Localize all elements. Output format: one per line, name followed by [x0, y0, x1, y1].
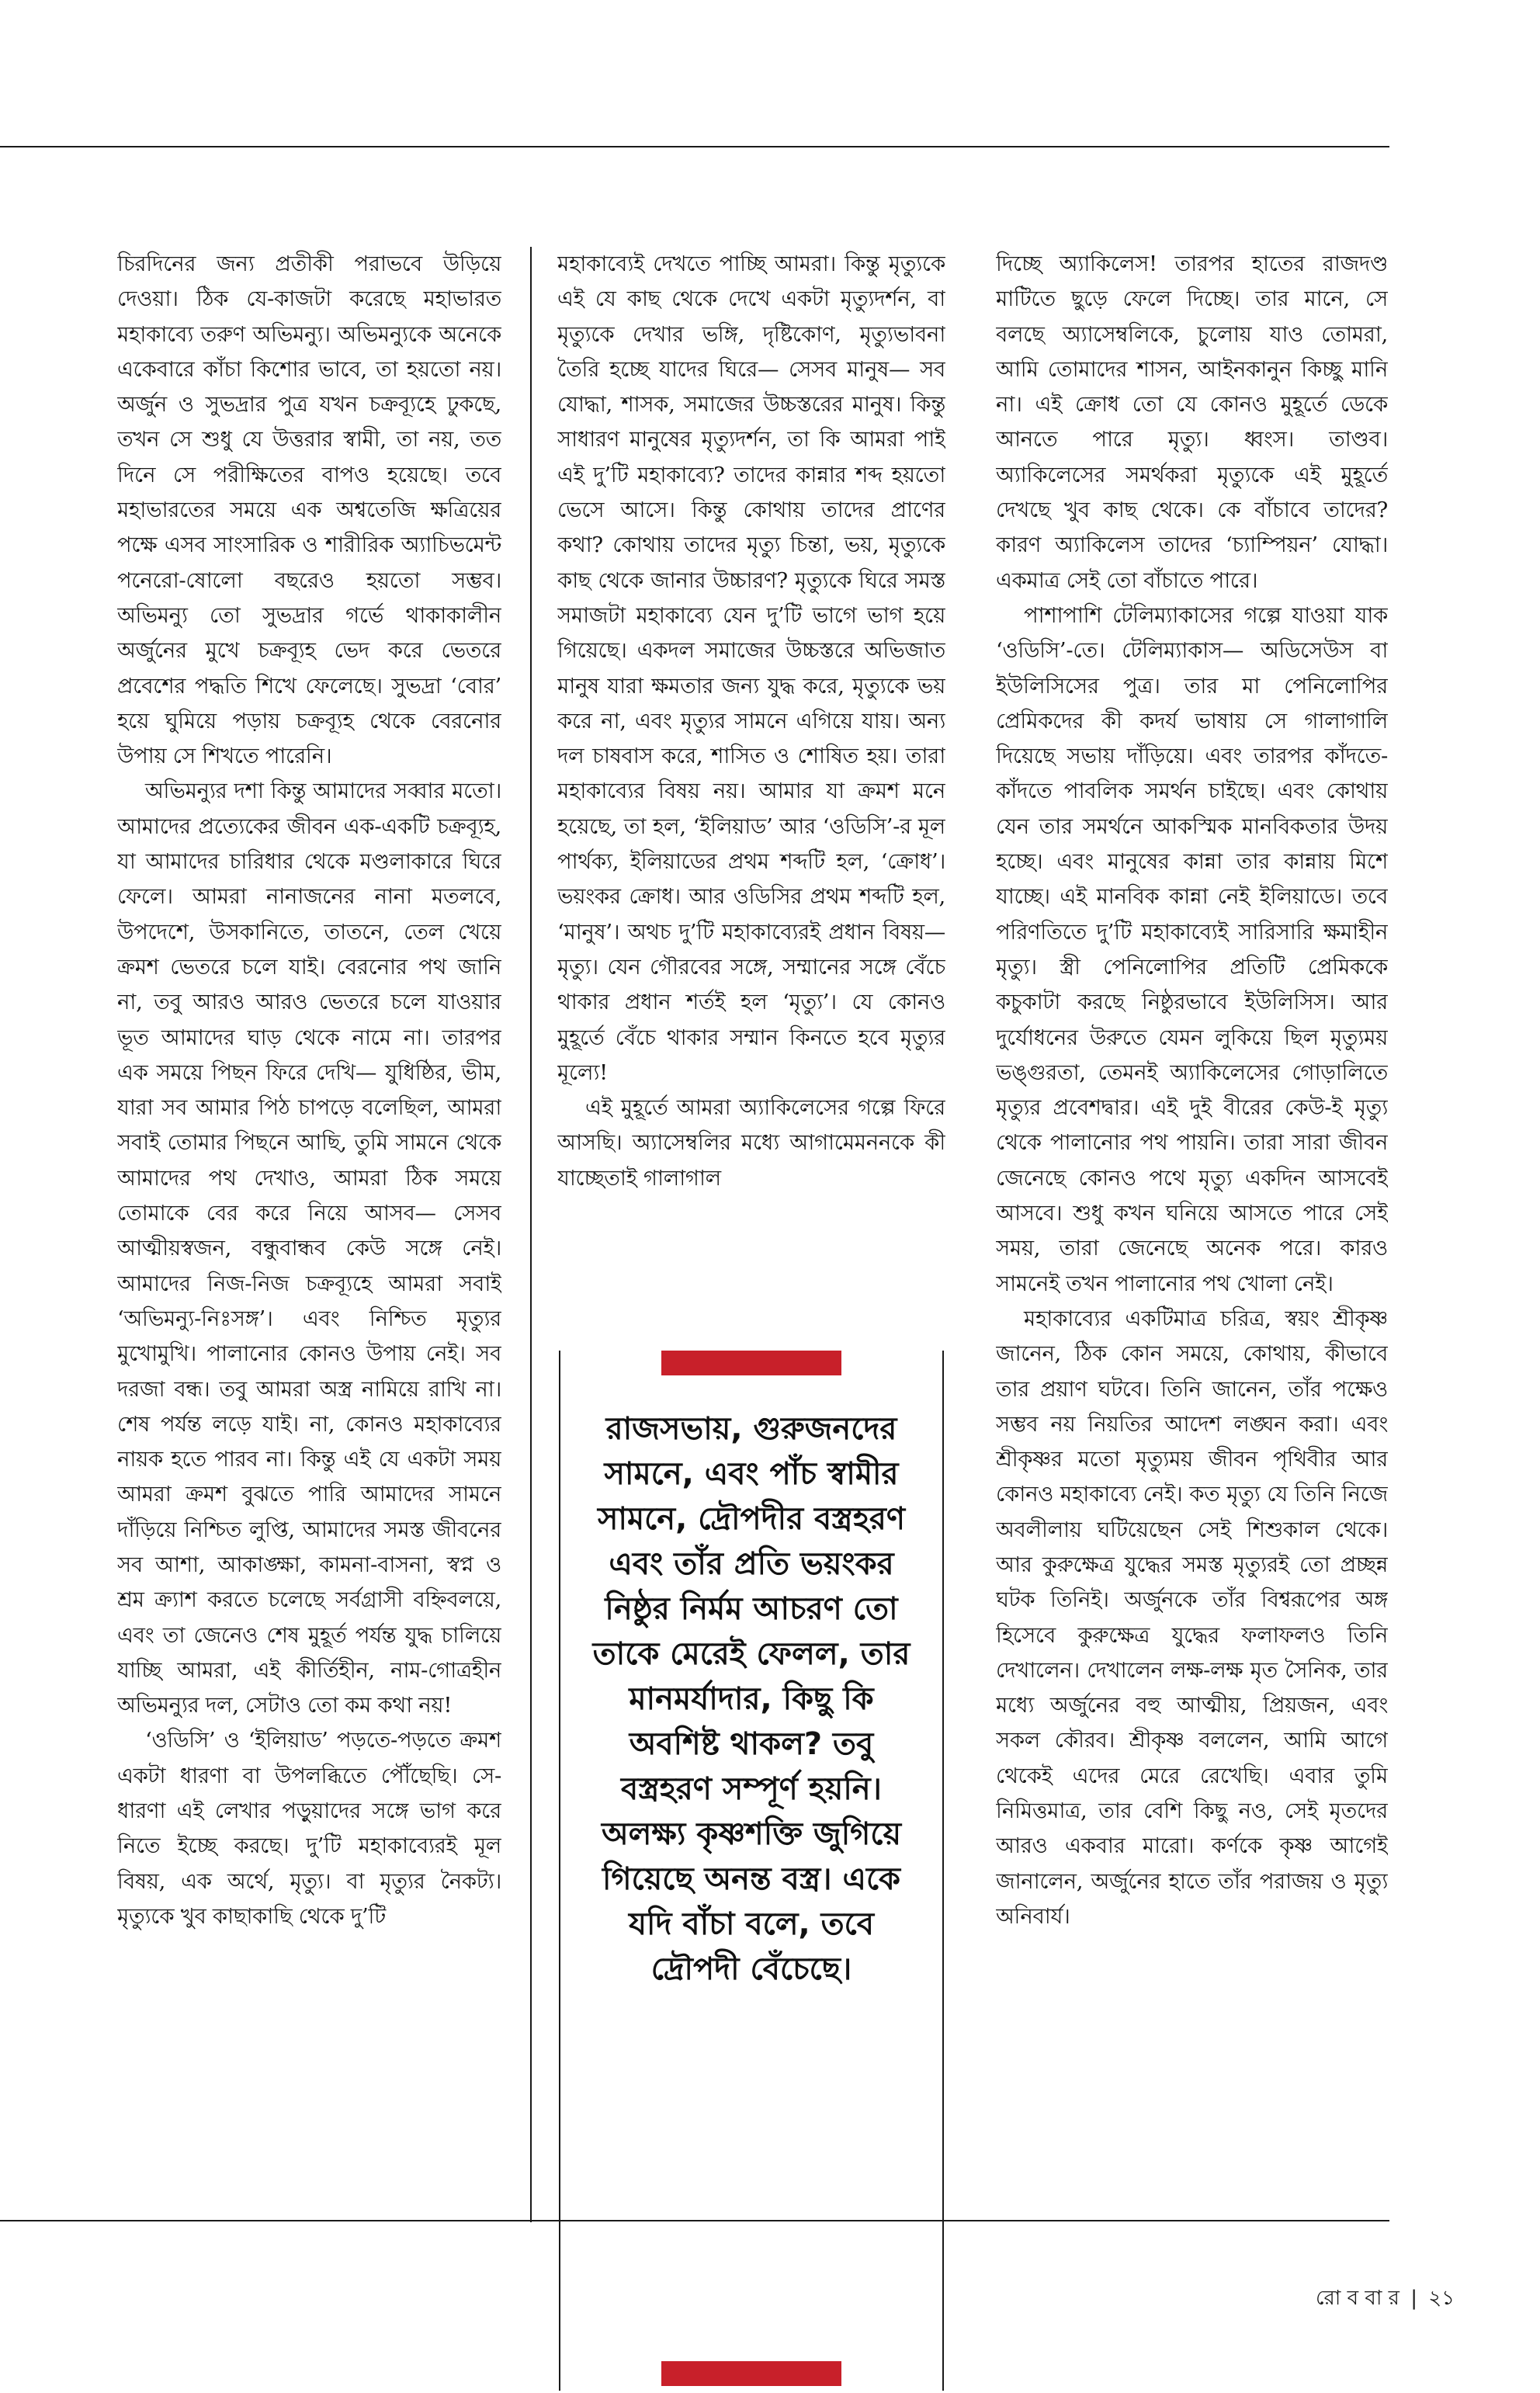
top-rule [0, 146, 1389, 147]
footer-page-number: ২১ [1428, 2287, 1455, 2310]
footer-section-name: রো ব বা র [1315, 2287, 1400, 2310]
column-2 [557, 247, 945, 1333]
column-3-paragraph-1: দিচ্ছে অ্যাকিলেস! তারপর হাতের রাজদণ্ড মাটিতে ছুড়ে ফেলে দিচ্ছে। তার মানে, সে বলছে অ্যাসেম্বলিকে, চুলোয় যাও তোমরা, আমি তোমাদের শাসন, আইনকানুন কিচ্ছু মানি না। এই ক্রোধ তো যে কোনও মুহূর্তে ডেকে আনতে পারে মৃত্যু। ধ্বংস। তাণ্ডব। অ্যাকিলেসের সমর্থকরা মৃত্যুকে এই মুহূর্তে দেখছে খুব কাছ থেকে। কে বাঁচাবে তাদের? কারণ অ্যাকিলেস তাদের ‘চ্যাম্পিয়ন’ যোদ্ধা। একমাত্র সেই তো বাঁচাতে পারে। [996, 251, 1388, 593]
column-2-paragraph-1: মহাকাব্যেই দেখতে পাচ্ছি আমরা। কিন্তু মৃত্যুকে এই যে কাছ থেকে দেখে একটা মৃত্যুদর্শন, বা মৃত্যুকে দেখার ভঙ্গি, দৃষ্টিকোণ, মৃত্যুভাবনা তৈরি হচ্ছে যাদের ঘিরে— সেসব মানুষ— সব যোদ্ধা, শাসক, সমাজের উচ্চস্তরের মানুষ। কিন্তু সাধারণ মানুষের মৃত্যুদর্শন, তা কি আমরা পাই এই দু’টি মহাকাব্যে? তাদের কান্নার শব্দ হয়তো ভেসে আসে। কিন্তু কোথায় তাদের প্রাণের কথা? কোথায় তাদের মৃত্যু চিন্তা, ভয়, মৃত্যুকে কাছ থেকে জানার উচ্চারণ? মৃত্যুকে ঘিরে সমস্ত সমাজটা মহাকাব্যে যেন দু’টি ভাগে ভাগ হয়ে গিয়েছে। একদল সমাজের উচ্চস্তরে অভিজাত মানুষ যারা ক্ষমতার জন্য যুদ্ধ করে, মৃত্যুকে ভয় করে না, এবং মৃত্যুর সামনে এগিয়ে যায়। অন্য দল চাষবাস করে, শাসিত ও শোষিত হয়। তারা মহাকাব্যের বিষয় নয়। আমার যা ক্রমশ মনে হয়েছে, তা হল, ‘ইলিয়াড’ আর ‘ওডিসি’-র মূল পার্থক্য, ইলিয়াডের প্রথম শব্দটি হল, ‘ক্রোধ’। ভয়ংকর ক্রোধ। আর ওডিসির প্রথম শব্দটি হল, ‘মানুষ’। অথচ দু’টি মহাকাব্যেরই প্রধান বিষয়— মৃত্যু। যেন গৌরবের সঙ্গে, সম্মানের সঙ্গে বেঁচে থাকার প্রধান শর্তই হল ‘মৃত্যু’। যে কোনও মুহূর্তে বেঁচে থাকার সম্মান কিনতে হবে মৃত্যুর মূল্যে! [557, 251, 945, 1085]
column-3 [996, 247, 1388, 2273]
column-3-paragraph-2: পাশাপাশি টেলিম্যাকাসের গল্পে যাওয়া যাক ‘ওডিসি’-তে। টেলিম্যাকাস— অডিসেউস বা ইউলিসিসের পুত্র। তার মা পেনিলোপির প্রেমিকদের কী কদর্য ভাষায় সে গালাগালি দিয়েছে সভায় দাঁড়িয়ে। এবং তারপর কাঁদতে-কাঁদতে পাবলিক সমর্থন চাইছে। এবং কোথায় যেন তার সমর্থনে আকস্মিক মানবিকতার উদয় হচ্ছে। এবং মানুষের কান্না তার কান্নায় মিশে যাচ্ছে। এই মানবিক কান্না নেই ইলিয়াডে। তবে পরিণতিতে দু’টি মহাকাব্যেই সারিসারি ক্ষমাহীন মৃত্যু। স্ত্রী পেনিলোপির প্রতিটি প্রেমিককে কচুকাটা করছে নিষ্ঠুরভাবে ইউলিসিস। আর দুর্যোধনের উরুতে যেমন লুকিয়ে ছিল মৃত্যুময় ভঙ্গুরতা, তেমনই অ্যাকিলেসের গোড়ালিতে মৃত্যুর প্রবেশদ্বার। এই দুই বীরের কেউ-ই মৃত্যু থেকে পালানোর পথ পায়নি। তারা সারা জীবন জেনেছে কোনও পথে মৃত্যু একদিন আসবেই আসবে। শুধু কখন ঘনিয়ে আসতে পারে সেই সময়, তারা জেনেছে অনেক পরে। কারও সামনেই তখন পালানোর পথ খোলা নেই। [996, 602, 1388, 1296]
pull-quote-bottom-bar [661, 2361, 841, 2386]
pull-quote-box [559, 1351, 944, 2391]
column-divider-1 [530, 247, 532, 2222]
pull-quote-top-bar [661, 1351, 841, 1375]
column-1-paragraph-1: চিরদিনের জন্য প্রতীকী পরাভবে উড়িয়ে দেওয়া। ঠিক যে-কাজটা করেছে মহাভারত মহাকাব্যে তরুণ অভিমন্যু। অভিমন্যুকে অনেকে একেবারে কাঁচা কিশোর ভাবে, তা হয়তো নয়। অর্জুন ও সুভদ্রার পুত্র যখন চক্রব্যূহে ঢুকছে, তখন সে শুধু যে উত্তরার স্বামী, তা নয়, তত দিনে সে পরীক্ষিতের বাপও হয়েছে। তবে মহাভারতের সময়ে এক অশ্বতেজি ক্ষত্রিয়ের পক্ষে এসব সাংসারিক ও শারীরিক অ্যাচিভমেন্ট পনেরো-ষোলো বছরেও হয়তো সম্ভব। অভিমন্যু তো সুভদ্রার গর্ভে থাকাকালীন অর্জুনের মুখে চক্রব্যূহ ভেদ করে ভেতরে প্রবেশের পদ্ধতি শিখে ফেলেছে। সুভদ্রা ‘বোর’ হয়ে ঘুমিয়ে পড়ায় চক্রব্যূহ থেকে বেরনোর উপায় সে শিখতে পারেনি। [117, 251, 501, 769]
footer-separator: | [1410, 2287, 1417, 2310]
column-2-paragraph-2: এই মুহূর্তে আমরা অ্যাকিলেসের গল্পে ফিরে আসছি। অ্যাসেম্বলির মধ্যে আগামেমননকে কী যাচ্ছেতাই গালাগাল [557, 1095, 945, 1191]
page-footer [1316, 2282, 1455, 2316]
pull-quote-text: রাজসভায়, গুরুজনদের সামনে, এবং পাঁচ স্বামীর সামনে, দ্রৌপদীর বস্ত্রহরণ এবং তাঁর প্রতি ভয়ংকর নিষ্ঠুর নির্মম আচরণ তো তাকে মেরেই ফেলল, তার মানমর্যাদার, কিছু কি অবশিষ্ট থাকল? তবু বস্ত্রহরণ সম্পূর্ণ হয়নি। অলক্ষ্য কৃষ্ণশক্তি জুগিয়ে গিয়েছে অনন্ত বস্ত্র। একে যদি বাঁচা বলে, তবে দ্রৌপদী বেঁচেছে। [592, 1411, 910, 1987]
column-1 [117, 247, 501, 2273]
column-3-paragraph-3: মহাকাব্যের একটিমাত্র চরিত্র, স্বয়ং শ্রীকৃষ্ণ জানেন, ঠিক কোন সময়ে, কোথায়, কীভাবে তার প্রয়াণ ঘটবে। তিনি জানেন, তাঁর পক্ষেও সম্ভব নয় নিয়তির আদেশ লঙ্ঘন করা। এবং শ্রীকৃষ্ণর মতো মৃত্যুময় জীবন পৃথিবীর আর কোনও মহাকাব্যে নেই। কত মৃত্যু যে তিনি নিজে অবলীলায় ঘটিয়েছেন সেই শিশুকাল থেকে। আর কুরুক্ষেত্র যুদ্ধের সমস্ত মৃত্যুরই তো প্রচ্ছন্ন ঘটক তিনিই। অর্জুনকে তাঁর বিশ্বরূপের অঙ্গ হিসেবে কুরুক্ষেত্র যুদ্ধের ফলাফলও তিনি দেখালেন। দেখালেন লক্ষ-লক্ষ মৃত সৈনিক, তার মধ্যে অর্জুনের বহু আত্মীয়, প্রিয়জন, এবং সকল কৌরব। শ্রীকৃষ্ণ বললেন, আমি আগে থেকেই এদের মেরে রেখেছি। এবার তুমি নিমিত্তমাত্র, তার বেশি কিছু নও, সেই মৃতদের আরও একবার মারো। কর্ণকে কৃষ্ণ আগেই জানালেন, অর্জুনের হাতে তাঁর পরাজয় ও মৃত্যু অনিবার্য। [996, 1306, 1388, 1929]
bottom-rule [0, 2220, 1389, 2221]
column-1-paragraph-2: অভিমন্যুর দশা কিন্তু আমাদের সব্বার মতো। আমাদের প্রত্যেকের জীবন এক-একটি চক্রব্যূহ, যা আমাদের চারিধার থেকে মণ্ডলাকারে ঘিরে ফেলে। আমরা নানাজনের নানা মতলবে, উপদেশে, উসকানিতে, তাতনে, তেল খেয়ে ক্রমশ ভেতরে চলে যাই। বেরনোর পথ জানি না, তবু আরও আরও ভেতরে চলে যাওয়ার ভূত আমাদের ঘাড় থেকে নামে না। তারপর এক সময়ে পিছন ফিরে দেখি— যুধিষ্ঠির, ভীম, যারা সব আমার পিঠ চাপড়ে বলেছিল, আমরা সবাই তোমার পিছনে আছি, তুমি সামনে থেকে আমাদের পথ দেখাও, আমরা ঠিক সময়ে তোমাকে বের করে নিয়ে আসব— সেসব আত্মীয়স্বজন, বন্ধুবান্ধব কেউ সঙ্গে নেই। আমাদের নিজ-নিজ চক্রব্যূহে আমরা সবাই ‘অভিমন্যু-নিঃসঙ্গ’। এবং নিশ্চিত মৃত্যুর মুখোমুখি। পালানোর কোনও উপায় নেই। সব দরজা বন্ধ। তবু আমরা অস্ত্র নামিয়ে রাখি না। শেষ পর্যন্ত লড়ে যাই। না, কোনও মহাকাব্যের নায়ক হতে পারব না। কিন্তু এই যে একটা সময় আমরা ক্রমশ বুঝতে পারি আমাদের সামনে দাঁড়িয়ে নিশ্চিত লুপ্তি, আমাদের সমস্ত জীবনের সব আশা, আকাঙ্ক্ষা, কামনা-বাসনা, স্বপ্ন ও শ্রম ক্র্যাশ করতে চলেছে সর্বগ্রাসী বহ্নিবলয়ে, এবং তা জেনেও শেষ মুহূর্ত পর্যন্ত যুদ্ধ চালিয়ে যাচ্ছি আমরা, এই কীর্তিহীন, নাম-গোত্রহীন অভিমন্যুর দল, সেটাও তো কম কথা নয়! [117, 779, 501, 1718]
column-1-paragraph-3: ‘ওডিসি’ ও ‘ইলিয়াড’ পড়তে-পড়তে ক্রমশ একটা ধারণা বা উপলব্ধিতে পৌঁছেছি। সে-ধারণা এই লেখার পড়ুয়াদের সঙ্গে ভাগ করে নিতে ইচ্ছে করছে। দু’টি মহাকাব্যেরই মূল বিষয়, এক অর্থে, মৃত্যু। বা মৃত্যুর নৈকট্য। মৃত্যুকে খুব কাছাকাছি থেকে দু’টি [117, 1728, 501, 1929]
